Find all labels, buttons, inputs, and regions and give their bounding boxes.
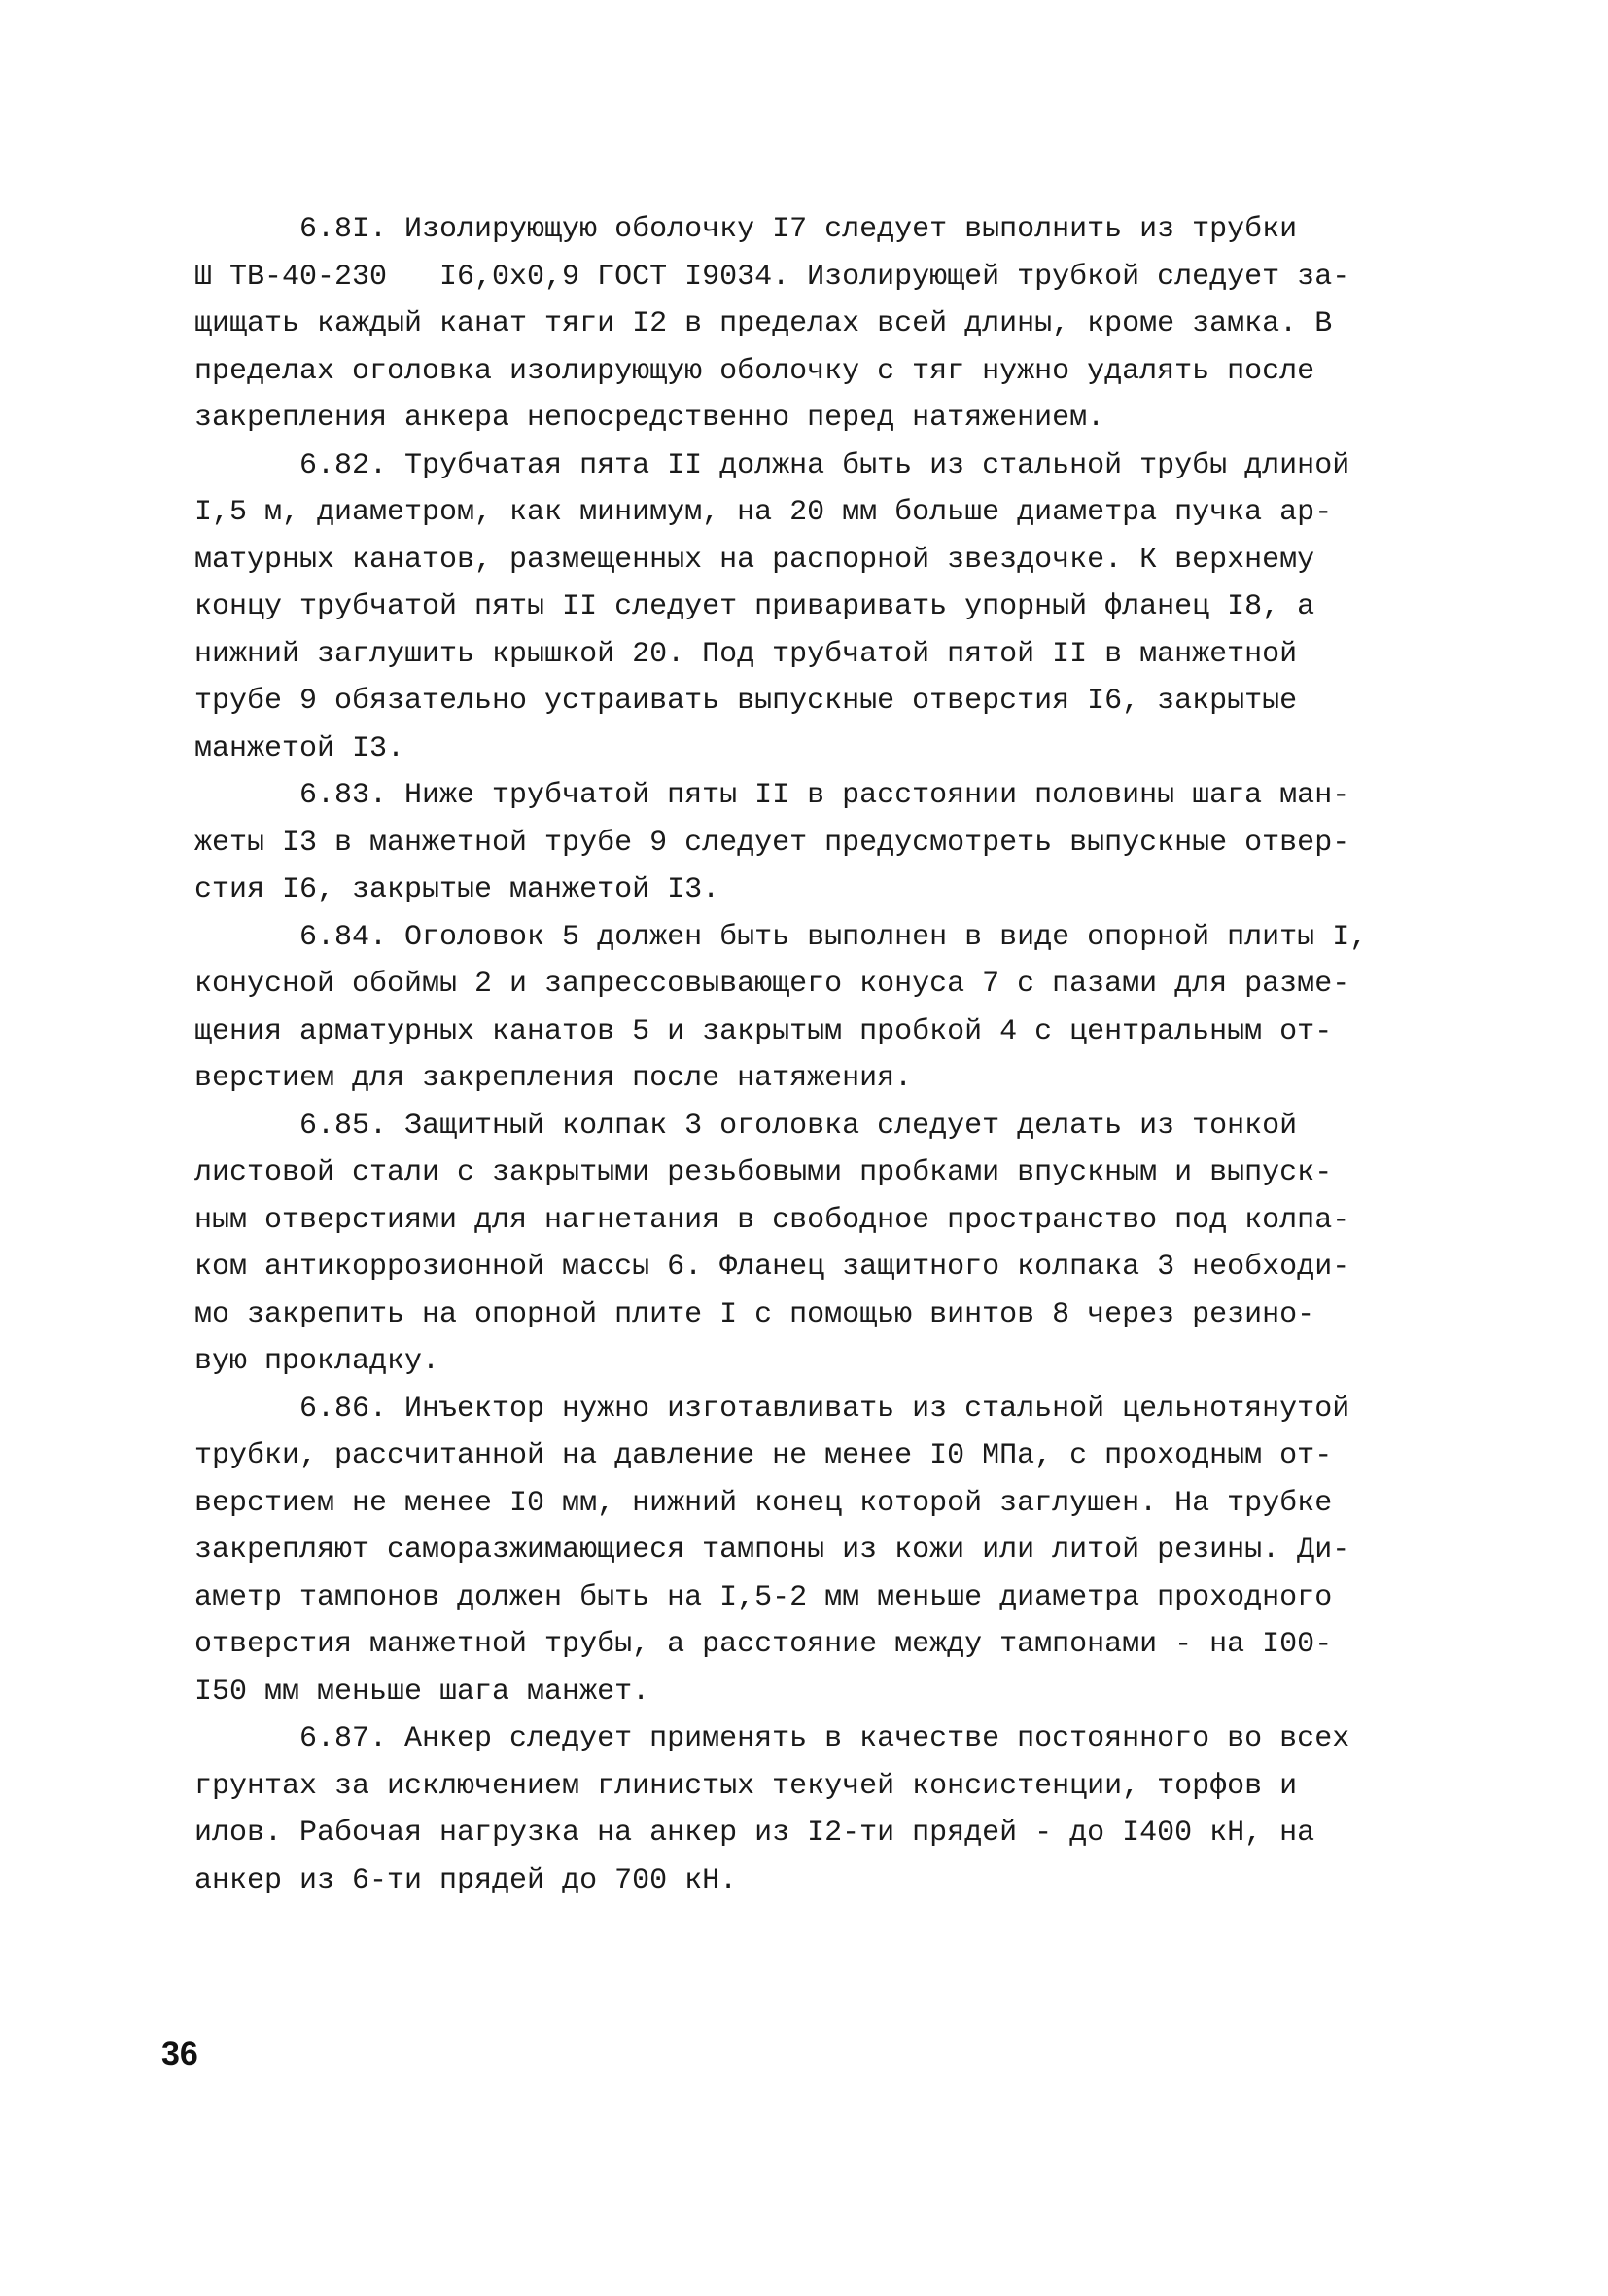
text-line: 6.8I. Изолирующую оболочку I7 следует выполнить из трубки [194,213,1298,246]
text-line: закрепления анкера непосредственно перед натяжением. [194,402,1105,435]
text-line: жеты I3 в манжетной трубе 9 следует предусмотреть выпускные отвер- [194,826,1350,860]
text-line: 6.85. Защитный колпак 3 оголовка следует делать из тонкой [194,1109,1298,1143]
text-line: 6.83. Ниже трубчатой пяты II в расстоянии половины шага ман- [194,779,1350,812]
text-line: листовой стали с закрытыми резьбовыми пробками впускным и выпуск- [194,1156,1333,1189]
text-line: ным отверстиями для нагнетания в свободное пространство под колпа- [194,1203,1350,1237]
text-line: 6.82. Трубчатая пята II должна быть из стальной трубы длиной [194,448,1350,482]
text-line: Ш ТВ-40-230 I6,0х0,9 ГОСТ I9034. Изолирующей трубкой следует за- [194,260,1350,294]
text-line: манжетой I3. [194,731,405,765]
text-line: мо закрепить на опорной плите I с помощью винтов 8 через резино- [194,1297,1315,1331]
body-text [194,206,1429,1904]
text-line: анкер из 6-ти прядей до 700 кН. [194,1863,738,1897]
text-line: щения арматурных канатов 5 и закрытым пробкой 4 с центральным от- [194,1014,1333,1048]
text-line: трубки, рассчитанной на давление не менее I0 МПа, с проходным от- [194,1439,1333,1472]
page-number: 36 [161,2035,198,2072]
text-line: аметр тампонов должен быть на I,5-2 мм меньше диаметра проходного [194,1580,1333,1614]
text-line: щищать каждый канат тяги I2 в пределах всей длины, кроме замка. В [194,307,1333,340]
text-line: конусной обоймы 2 и запрессовывающего конуса 7 с пазами для разме- [194,968,1350,1001]
text-line: 6.87. Анкер следует применять в качестве постоянного во всех [194,1722,1350,1755]
text-line: верстием не менее I0 мм, нижний конец которой заглушен. На трубке [194,1486,1333,1520]
text-line: пределах оголовка изолирующую оболочку с тяг нужно удалять после [194,354,1315,388]
text-line: закрепляют саморазжимающиеся тампоны из кожи или литой резины. Ди- [194,1534,1350,1567]
text-line: матурных канатов, размещенных на распорной звездочке. К верхнему [194,543,1315,577]
text-line: стия I6, закрытые манжетой I3. [194,873,720,906]
text-line: илов. Рабочая нагрузка на анкер из I2-ти прядей - до I400 кН, на [194,1817,1315,1850]
text-line: I50 мм меньше шага манжет. [194,1675,650,1709]
text-line: 6.86. Инъектор нужно изготавливать из стальной цельнотянутой [194,1392,1350,1426]
text-line: I,5 м, диаметром, как минимум, на 20 мм больше диаметра пучка ар- [194,496,1333,529]
text-line: верстием для закрепления после натяжения. [194,1062,913,1095]
text-line: вую прокладку. [194,1345,440,1378]
text-line: трубе 9 обязательно устраивать выпускные отверстия I6, закрытые [194,685,1298,718]
text-line: ком антикоррозионной массы 6. Фланец защитного колпака 3 необходи- [194,1251,1350,1284]
text-line: отверстия манжетной трубы, а расстояние между тампонами - на I00- [194,1628,1333,1661]
text-line: 6.84. Оголовок 5 должен быть выполнен в виде опорной плиты I, [194,920,1368,954]
text-line: концу трубчатой пяты II следует приваривать упорный фланец I8, а [194,590,1315,623]
text-line: грунтах за исключением глинистых текучей консистенции, торфов и [194,1769,1298,1803]
text-line: нижний заглушить крышкой 20. Под трубчатой пятой II в манжетной [194,637,1298,671]
